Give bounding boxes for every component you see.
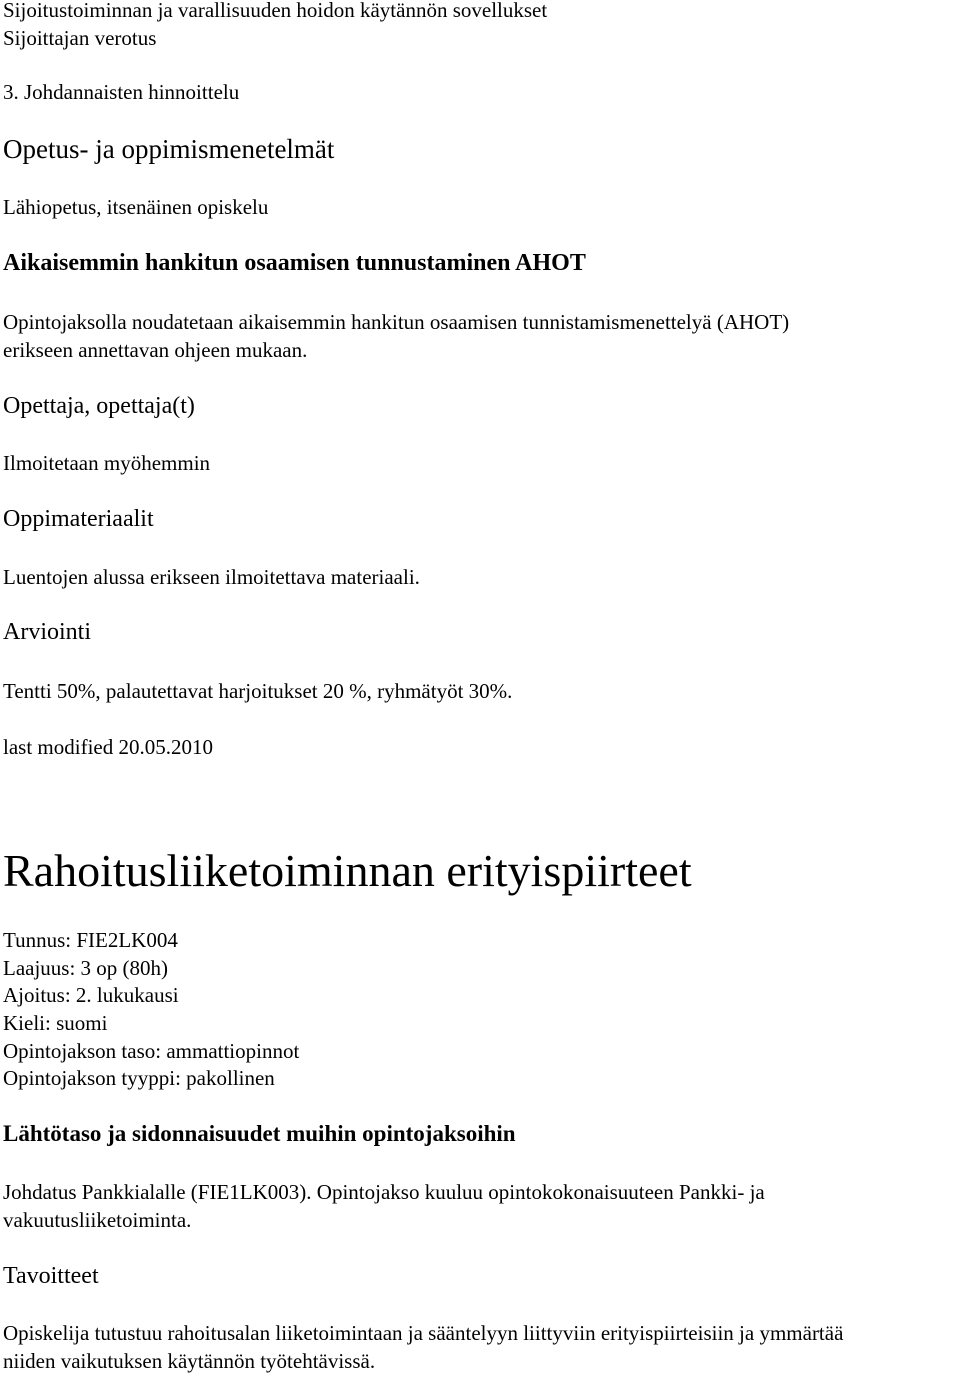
ahot-text-line-1: Opintojaksolla noudatetaan aikaisemmin hankitun osaamisen tunnistamismenettelyä (AHOT) xyxy=(3,310,790,334)
teachers-heading: Opettaja, opettaja(t) xyxy=(3,393,195,419)
header-line-3: 3. Johdannaisten hinnoittelu xyxy=(3,80,240,104)
prerequisites-text-line-2: vakuutusliiketoiminta. xyxy=(3,1208,192,1232)
materials-text: Luentojen alussa erikseen ilmoitettava materiaali. xyxy=(3,565,420,589)
last-modified: last modified 20.05.2010 xyxy=(3,735,213,759)
teaching-methods-heading: Opetus- ja oppimismenetelmät xyxy=(3,134,335,164)
assessment-text: Tentti 50%, palautettavat harjoitukset 20 %, ryhmätyöt 30%. xyxy=(3,679,513,703)
ahot-text-line-2: erikseen annettavan ohjeen mukaan. xyxy=(3,338,308,362)
header-line-2: Sijoittajan verotus xyxy=(3,26,157,50)
course-code: Tunnus: FIE2LK004 xyxy=(3,928,178,952)
prerequisites-heading: Lähtötaso ja sidonnaisuudet muihin opintojaksoihin xyxy=(3,1121,516,1146)
objectives-text-line-2: niiden vaikutuksen käytännön työtehtävissä. xyxy=(3,1349,376,1373)
ahot-heading: Aikaisemmin hankitun osaamisen tunnustaminen AHOT xyxy=(3,250,586,276)
materials-heading: Oppimateriaalit xyxy=(3,506,154,532)
course-level: Opintojakson taso: ammattiopinnot xyxy=(3,1039,300,1063)
header-line-1: Sijoitustoiminnan ja varallisuuden hoidon käytännön sovellukset xyxy=(3,0,548,22)
teachers-text: Ilmoitetaan myöhemmin xyxy=(3,451,211,475)
prerequisites-text-line-1: Johdatus Pankkialalle (FIE1LK003). Opintojakso kuuluu opintokokonaisuuteen Pankki- ja xyxy=(3,1180,765,1204)
course-language: Kieli: suomi xyxy=(3,1011,108,1035)
course-type: Opintojakson tyyppi: pakollinen xyxy=(3,1066,275,1090)
teaching-methods-text: Lähiopetus, itsenäinen opiskelu xyxy=(3,195,269,219)
course-timing: Ajoitus: 2. lukukausi xyxy=(3,983,179,1007)
course-title: Rahoitusliiketoiminnan erityispiirteet xyxy=(3,845,692,896)
assessment-heading: Arviointi xyxy=(3,619,91,645)
objectives-heading: Tavoitteet xyxy=(3,1263,99,1289)
objectives-text-line-1: Opiskelija tutustuu rahoitusalan liiketoimintaan ja sääntelyyn liittyviin erityispiirteisiin ja ymmärtää xyxy=(3,1321,844,1345)
course-scope: Laajuus: 3 op (80h) xyxy=(3,956,169,980)
